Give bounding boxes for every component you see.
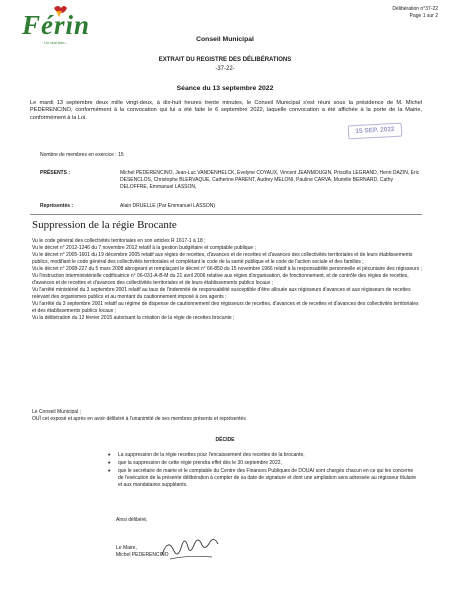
- council-line: Le Conseil Municipal ;: [32, 409, 81, 415]
- decide-heading: DÉCIDE: [215, 437, 235, 443]
- signatory-name: Michel PEDERENCINO: [116, 552, 169, 558]
- legal-ref-item: Vu la délibération du 12 février 2015 autorisant la création de la régie de recettes brocante ;: [32, 315, 235, 321]
- legal-ref-item: Vu l'instruction interministérielle codificatrice n° 06-031-A-B-M du 21 avril 2006 relative aux régies d'organisation, de fonctionnement, et de contrôle des régies de recettes, d'avances et de recettes et d'avances des collectivités territoriales et de leurs établissements publics locaux ;: [32, 273, 409, 286]
- legal-ref-item: Vu le décret n° 2012-1246 du 7 novembre 2012 relatif à la gestion budgétaire et comptable publique ;: [32, 245, 256, 251]
- legal-ref-item: Vu le décret n° 2008-227 du 5 mars 2008 abrogeant et remplaçant le décret n° 66-850 du 15 novembre 1966 relatif à la responsabilité personnelle et pécuniaire des régisseurs ;: [32, 266, 422, 272]
- extract-title: EXTRAIT DU REGISTRE DES DÉLIBÉRATIONS: [158, 57, 292, 63]
- subject-heading: Suppression de la régie Brocante: [32, 219, 177, 231]
- council-statement: [32, 409, 422, 423]
- present-label: PRÉSENTS :: [40, 170, 71, 176]
- extract-number: -37-22-: [215, 66, 235, 72]
- legal-ref-item: Vu l'arrêté du 3 septembre 2001 relatif au régime de dispense de cautionnement des régisseurs de recettes, d'avances et de recettes et d'avances des collectivités territoriales et des établissements publics locaux ;: [32, 301, 419, 314]
- decision-item: • La suppression de la régie recettes pour l'encaissement des recettes de la brocante,: [118, 452, 420, 459]
- represented-names: Alain DRUELLE (Par Emmanuel LASSON): [120, 203, 216, 209]
- members-count: Nombre de membres en exercice : 15: [40, 152, 124, 158]
- council-heading: Conseil Municipal: [196, 36, 254, 43]
- logo-word: Férin: [22, 10, 91, 40]
- decisions-list: [106, 452, 420, 490]
- legal-references: [32, 238, 422, 322]
- handwritten-signature-icon: [160, 535, 220, 563]
- intro-paragraph: Le mardi 13 septembre deux mille vingt-deux, à dix-huit heures trente minutes, le Conseil Municipal s'est réuni sous la présidence de M. Michel PEDERENCINO, conformément à la convocation qui lui a été faite le 6 septembre 2022, laquelle convocation a été affichée à la porte de la Mairie, conformément à la Loi.: [30, 100, 422, 121]
- legal-ref-item: Vu le code général des collectivités territoriales en son articles R 1617-1 à 18 ;: [32, 238, 206, 244]
- page-number: Page 1 sur 2: [409, 13, 438, 19]
- session-date: Séance du 13 septembre 2022: [176, 85, 274, 92]
- decision-item: • que la suppression de cette régie prendra effet dès le 30 septembre 2022,: [118, 460, 420, 467]
- deliberation-ref: Délibération n°37-22: [392, 6, 438, 12]
- received-stamp: 15 SEP. 2022: [348, 123, 403, 140]
- represented-label: Représentés :: [40, 203, 74, 209]
- section-divider: [30, 214, 422, 215]
- logo-tagline: Un vrai bon...: [44, 40, 68, 45]
- closing-text: Ainsi délibéré,: [116, 517, 148, 523]
- council-deliberation-line: OUÏ cet exposé et après en avoir délibéré à l'unanimité de ses membres présents et représentés: [32, 416, 246, 422]
- legal-ref-item: Vu le décret n° 2005-1601 du 19 décembre 2005 relatif aux régies de recettes, d'avances et de recettes et d'avances des collectivités territoriales et de leurs établissements publics, modifiant le code général des collectivités territoriales et complétant le code de la santé publique et le code de l'action sociale et des familles ;: [32, 252, 413, 265]
- signatory-role: Le Maire,: [116, 545, 137, 551]
- legal-ref-item: Vu l'arrêté ministériel du 3 septembre 2001 relatif au taux de l'indemnité de responsabilité susceptible d'être allouée aux régisseurs d'avances et aux régisseurs de recettes relevant des organismes publics et au montant du cautionnement imposé à ces agents ;: [32, 287, 411, 300]
- decision-item: • que le secrétaire de mairie et le comptable du Centre des Finances Publiques de DOUAI sont chargés chacun en ce qui les concerne de l'exécution de la présente délibération à compter de sa date de signature et dont une ampliation sera adressée au régisseur titulaire et aux mandataires suppléants.: [118, 468, 420, 489]
- present-names: Michel PEDERENCINO, Jean-Luc VANDENHELCK, Evelyne COYAUX, Vincent JEANMOUGIN, Priscilla LEGRAND, Henri DAZIN, Eric DESENCLOS, Christophe BLERVAQUE, Catherine PARENT, Audrey MELONI, Pauline CARVA, Murielle BERNARD, Cathy DELOFFRE, Emmanuel LASSON,: [120, 170, 420, 190]
- page-header-ref: [392, 6, 438, 20]
